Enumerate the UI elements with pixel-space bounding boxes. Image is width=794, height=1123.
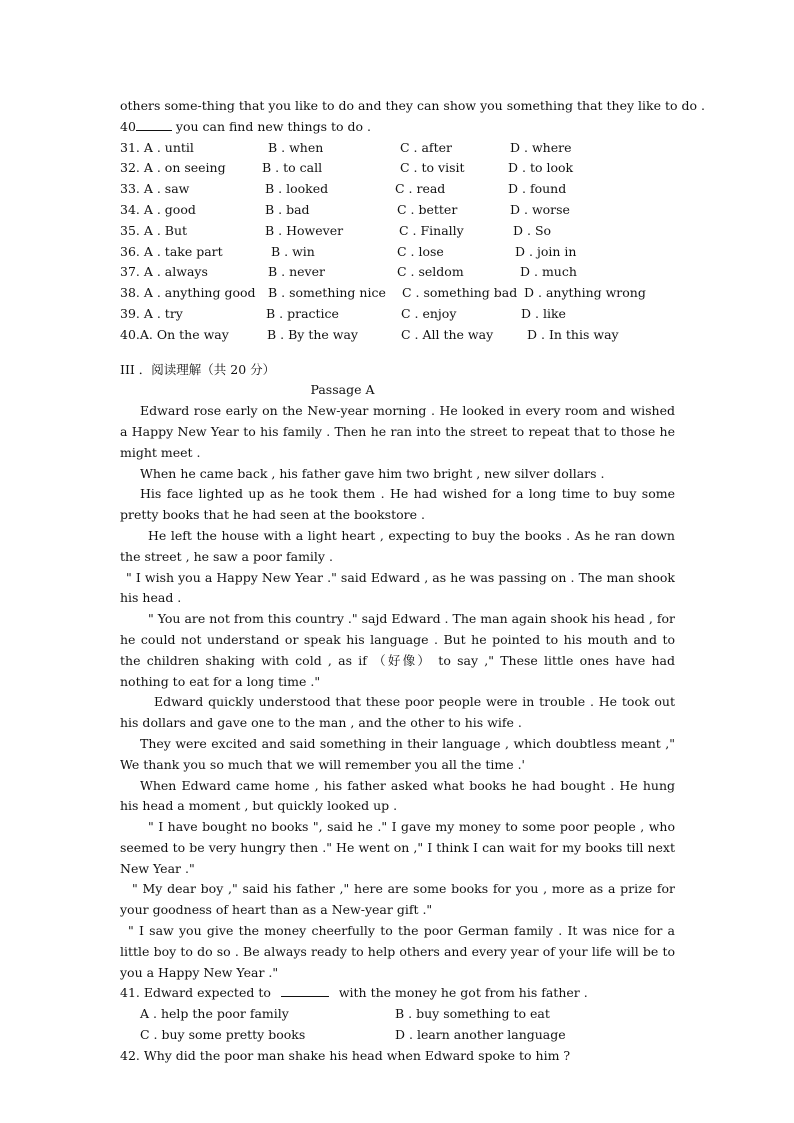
option-c: C . read bbox=[395, 181, 446, 197]
option-c: C . enjoy bbox=[401, 305, 457, 321]
option-c: C . better bbox=[397, 201, 458, 217]
q41-text-end: with the money he got from his father . bbox=[334, 985, 588, 1001]
paragraph: When Edward came home , his father asked what books he had bought . He hung his head a moment , but quickly looked up . bbox=[120, 777, 675, 814]
option-list bbox=[120, 138, 675, 346]
option-row-34 bbox=[120, 200, 675, 221]
option-d: D . like bbox=[521, 305, 566, 321]
option-b: B . win bbox=[271, 243, 315, 259]
option-b: B . never bbox=[268, 264, 325, 280]
option-b: B . to call bbox=[262, 160, 323, 176]
option-a: 32. A . on seeing bbox=[120, 160, 226, 176]
option-row-32 bbox=[120, 158, 675, 179]
paragraph: When he came back , his father gave him two bright , new silver dollars . bbox=[140, 465, 605, 481]
answer-blank bbox=[136, 117, 172, 131]
option-a: 35. A . But bbox=[120, 222, 188, 238]
option-row-37 bbox=[120, 262, 675, 283]
question-41-stem bbox=[120, 983, 675, 1004]
option-a: 40.A. On the way bbox=[120, 326, 229, 342]
option-c: C . lose bbox=[397, 243, 444, 259]
option-d: D . anything wrong bbox=[524, 285, 646, 301]
option-row-33 bbox=[120, 179, 675, 200]
option-a: 34. A . good bbox=[120, 201, 196, 217]
option-a: 38. A . anything good bbox=[120, 285, 256, 301]
question-40-stem bbox=[120, 117, 675, 138]
passage-title: Passage A bbox=[310, 382, 375, 398]
option-c: C . after bbox=[400, 139, 452, 155]
option-b: B . By the way bbox=[267, 326, 358, 342]
option-b: B . when bbox=[268, 139, 324, 155]
intro-line: others some-thing that you like to do and they can show you something that they like to do . bbox=[120, 98, 705, 113]
q40-number: 40 bbox=[120, 118, 136, 134]
q41-options-row-1 bbox=[120, 1004, 675, 1025]
option-row-36 bbox=[120, 242, 675, 263]
option-b: B . something nice bbox=[268, 285, 386, 301]
paragraph: He left the house with a light heart , expecting to buy the books . As he ran down the street , he saw a poor family . bbox=[120, 527, 675, 564]
option-a: A . help the poor family bbox=[140, 1006, 289, 1022]
option-c: C . seldom bbox=[397, 264, 464, 280]
option-d: D . join in bbox=[515, 243, 577, 259]
paragraph: " I wish you a Happy New Year ." said Edward , as he was passing on . The man shook his head . bbox=[120, 569, 675, 606]
document-page bbox=[120, 96, 705, 1067]
paragraph: " I have bought no books ", said he ." I gave my money to some poor people , who seemed to be very hungry then ." He went on ," I think I can wait for my books till next New Year ." bbox=[120, 819, 675, 876]
option-row-40 bbox=[120, 325, 675, 346]
option-d: D . where bbox=[510, 139, 572, 155]
option-b: B . looked bbox=[265, 181, 329, 197]
paragraph: " I saw you give the money cheerfully to the poor German family . It was nice for a little boy to do so . Be always ready to help others and every year of your life will be to you a Happy New Year ." bbox=[120, 923, 675, 980]
question-42-stem: 42. Why did the poor man shake his head when Edward spoke to him ? bbox=[120, 1047, 571, 1063]
paragraph: His face lighted up as he took them . He had wished for a long time to buy some pretty books that he had seen at the bookstore . bbox=[120, 486, 675, 523]
option-b: B . bad bbox=[265, 201, 310, 217]
paragraph: They were excited and said something in their language , which doubtless meant ," We thank you so much that we will remember you all the time .' bbox=[120, 735, 675, 772]
option-d: D . worse bbox=[510, 201, 570, 217]
section-title: III ．阅读理解（共 20 分） bbox=[120, 361, 276, 377]
option-a: 31. A . until bbox=[120, 139, 194, 155]
answer-blank bbox=[281, 983, 329, 997]
option-d: D . learn another language bbox=[395, 1027, 566, 1043]
option-b: B . However bbox=[265, 222, 344, 238]
option-b: B . practice bbox=[266, 305, 339, 321]
q40-text: you can find new things to do . bbox=[171, 118, 371, 134]
option-c: C . something bad bbox=[402, 285, 518, 301]
option-d: D . In this way bbox=[527, 326, 619, 342]
option-d: D . found bbox=[508, 181, 567, 197]
option-c: C . All the way bbox=[401, 326, 494, 342]
option-a: 37. A . always bbox=[120, 264, 208, 280]
option-c: C . buy some pretty books bbox=[140, 1027, 306, 1043]
option-row-35 bbox=[120, 221, 675, 242]
paragraph: Edward quickly understood that these poor people were in trouble . He took out his dollars and gave one to the man , and the other to his wife . bbox=[120, 694, 675, 731]
option-a: 33. A . saw bbox=[120, 181, 190, 197]
option-a: 36. A . take part bbox=[120, 243, 223, 259]
option-row-39 bbox=[120, 304, 675, 325]
option-c: C . Finally bbox=[399, 222, 464, 238]
option-c: C . to visit bbox=[400, 160, 465, 176]
option-a: 39. A . try bbox=[120, 305, 183, 321]
option-d: D . So bbox=[513, 222, 552, 238]
option-d: D . to look bbox=[508, 160, 574, 176]
option-row-31 bbox=[120, 138, 675, 159]
q41-text: 41. Edward expected to bbox=[120, 985, 275, 1001]
option-b: B . buy something to eat bbox=[395, 1006, 550, 1022]
paragraph: Edward rose early on the New-year morning . He looked in every room and wished a Happy New Year to his family . Then he ran into the street to repeat that to those he might meet . bbox=[120, 403, 675, 460]
paragraph: " My dear boy ," said his father ," here are some books for you , more as a prize for your goodness of heart than as a New-year gift ." bbox=[120, 881, 675, 918]
option-d: D . much bbox=[520, 264, 577, 280]
option-row-38 bbox=[120, 283, 675, 304]
paragraph: " You are not from this country ." sajd Edward . The man again shook his head , for he could not understand or speak his language . But he pointed to his mouth and to the children shaking with cold , as if （好像） to say ," These little ones have had nothing to eat for a long time ." bbox=[120, 611, 675, 689]
q41-options-row-2 bbox=[120, 1025, 675, 1046]
